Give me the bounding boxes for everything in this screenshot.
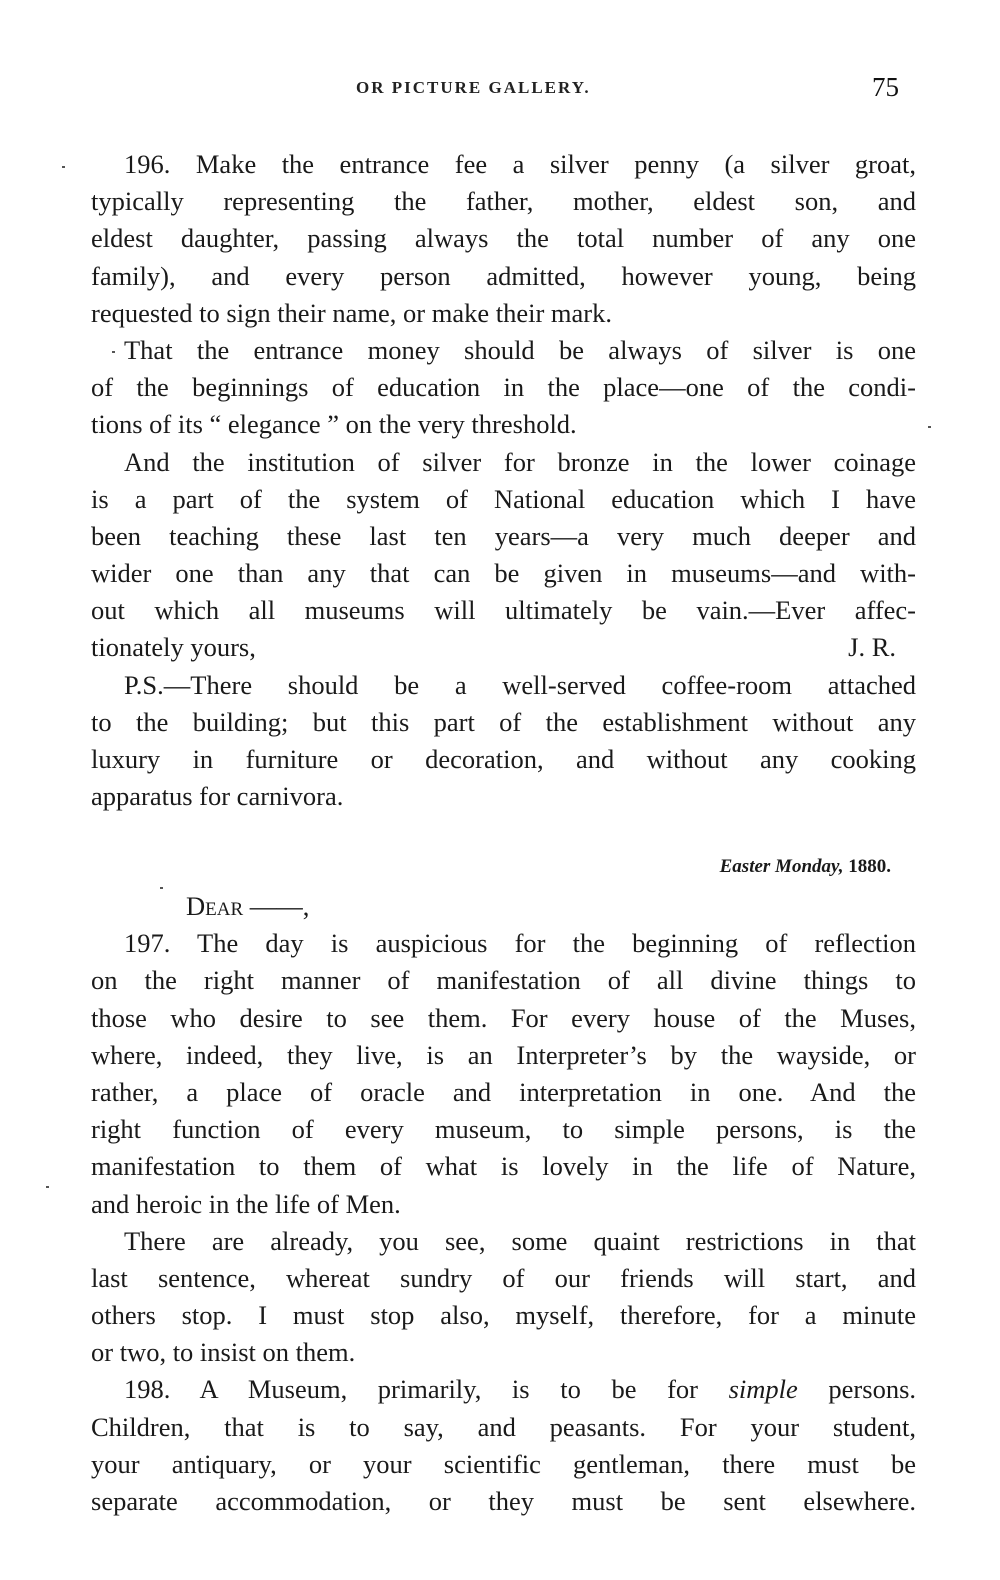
signature-line xyxy=(91,629,916,666)
text-line: There are already, you see, some quaint restrictions in that xyxy=(124,1225,916,1256)
running-title: OR PICTURE GALLERY. xyxy=(356,78,591,97)
text-line: others stop. I must stop also, myself, therefore, for a minute xyxy=(91,1300,916,1331)
dateline xyxy=(91,856,891,878)
salutation xyxy=(91,888,916,925)
section-196 xyxy=(91,146,916,815)
text-line: to the building; but this part of the establishment without any xyxy=(91,706,916,737)
text-fragment: 198. A Museum, primarily, is to be for xyxy=(124,1374,698,1405)
running-head xyxy=(0,72,1000,106)
text-line: of the beginnings of education in the place—one of the condi- xyxy=(91,372,916,403)
text-line: wider one than any that can be given in museums—and with- xyxy=(91,558,916,589)
salutation-dash: ——, xyxy=(243,891,310,921)
text-line: manifestation to them of what is lovely in the life of Nature, xyxy=(91,1151,916,1182)
page-number: 75 xyxy=(872,72,899,102)
print-speck xyxy=(62,166,65,168)
text-line: apparatus for carnivora. xyxy=(91,781,344,812)
text-line: Children, that is to say, and peasants. For your student, xyxy=(91,1411,916,1442)
text-line: on the right manner of manifestation of all divine things to xyxy=(91,965,916,996)
text-line: That the entrance money should be always of silver is one xyxy=(124,334,916,365)
text-line: eldest daughter, passing always the total number of any one xyxy=(91,223,916,254)
text-line: right function of every museum, to simple persons, is the xyxy=(91,1114,916,1145)
salutation-word: Dear xyxy=(186,891,244,921)
text-line: tions of its “ elegance ” on the very threshold. xyxy=(91,409,577,440)
text-fragment: persons. xyxy=(828,1374,917,1405)
text-line: those who desire to see them. For every house of the Muses, xyxy=(91,1002,916,1033)
text-line: 197. The day is auspicious for the beginning of reflection xyxy=(124,928,916,959)
text-line: 196. Make the entrance fee a silver penny (a silver groat, xyxy=(124,149,916,179)
text-line: where, indeed, they live, is an Interpreter’s by the wayside, or xyxy=(91,1039,916,1070)
print-speck xyxy=(112,351,115,353)
closing: tionately yours, xyxy=(91,632,256,663)
section-197 xyxy=(91,888,916,1520)
text-line: or two, to insist on them. xyxy=(91,1337,356,1368)
text-line xyxy=(91,1371,916,1408)
print-speck xyxy=(160,887,163,889)
text-line: out which all museums will ultimately be vain.—Ever affec- xyxy=(91,595,916,626)
text-line: rather, a place of oracle and interpretation in one. And the xyxy=(91,1076,916,1107)
emphasis-simple: simple xyxy=(728,1374,798,1405)
print-speck xyxy=(46,1186,49,1188)
text-line: P.S.—There should be a well-served coffee-room attached xyxy=(124,669,916,700)
text-line: last sentence, whereat sundry of our friends will start, and xyxy=(91,1262,916,1293)
text-line: family), and every person admitted, however young, being xyxy=(91,260,916,291)
text-line: typically representing the father, mother, eldest son, and xyxy=(91,186,916,217)
text-line: been teaching these last ten years—a very much deeper and xyxy=(91,520,916,551)
print-speck xyxy=(928,426,931,428)
text-line: requested to sign their name, or make their mark. xyxy=(91,297,612,328)
text-line: is a part of the system of National education which I have xyxy=(91,483,916,514)
date-day: Easter Monday, xyxy=(719,856,844,877)
signature-initials: J. R. xyxy=(848,632,896,663)
text-line: separate accommodation, or they must be sent elsewhere. xyxy=(91,1486,916,1516)
date-year: 1880. xyxy=(848,856,891,877)
text-line: and heroic in the life of Men. xyxy=(91,1188,401,1219)
text-line: luxury in furniture or decoration, and without any cooking xyxy=(91,744,916,774)
text-line: your antiquary, or your scientific gentleman, there must be xyxy=(91,1448,916,1479)
text-line: And the institution of silver for bronze in the lower coinage xyxy=(124,446,916,477)
